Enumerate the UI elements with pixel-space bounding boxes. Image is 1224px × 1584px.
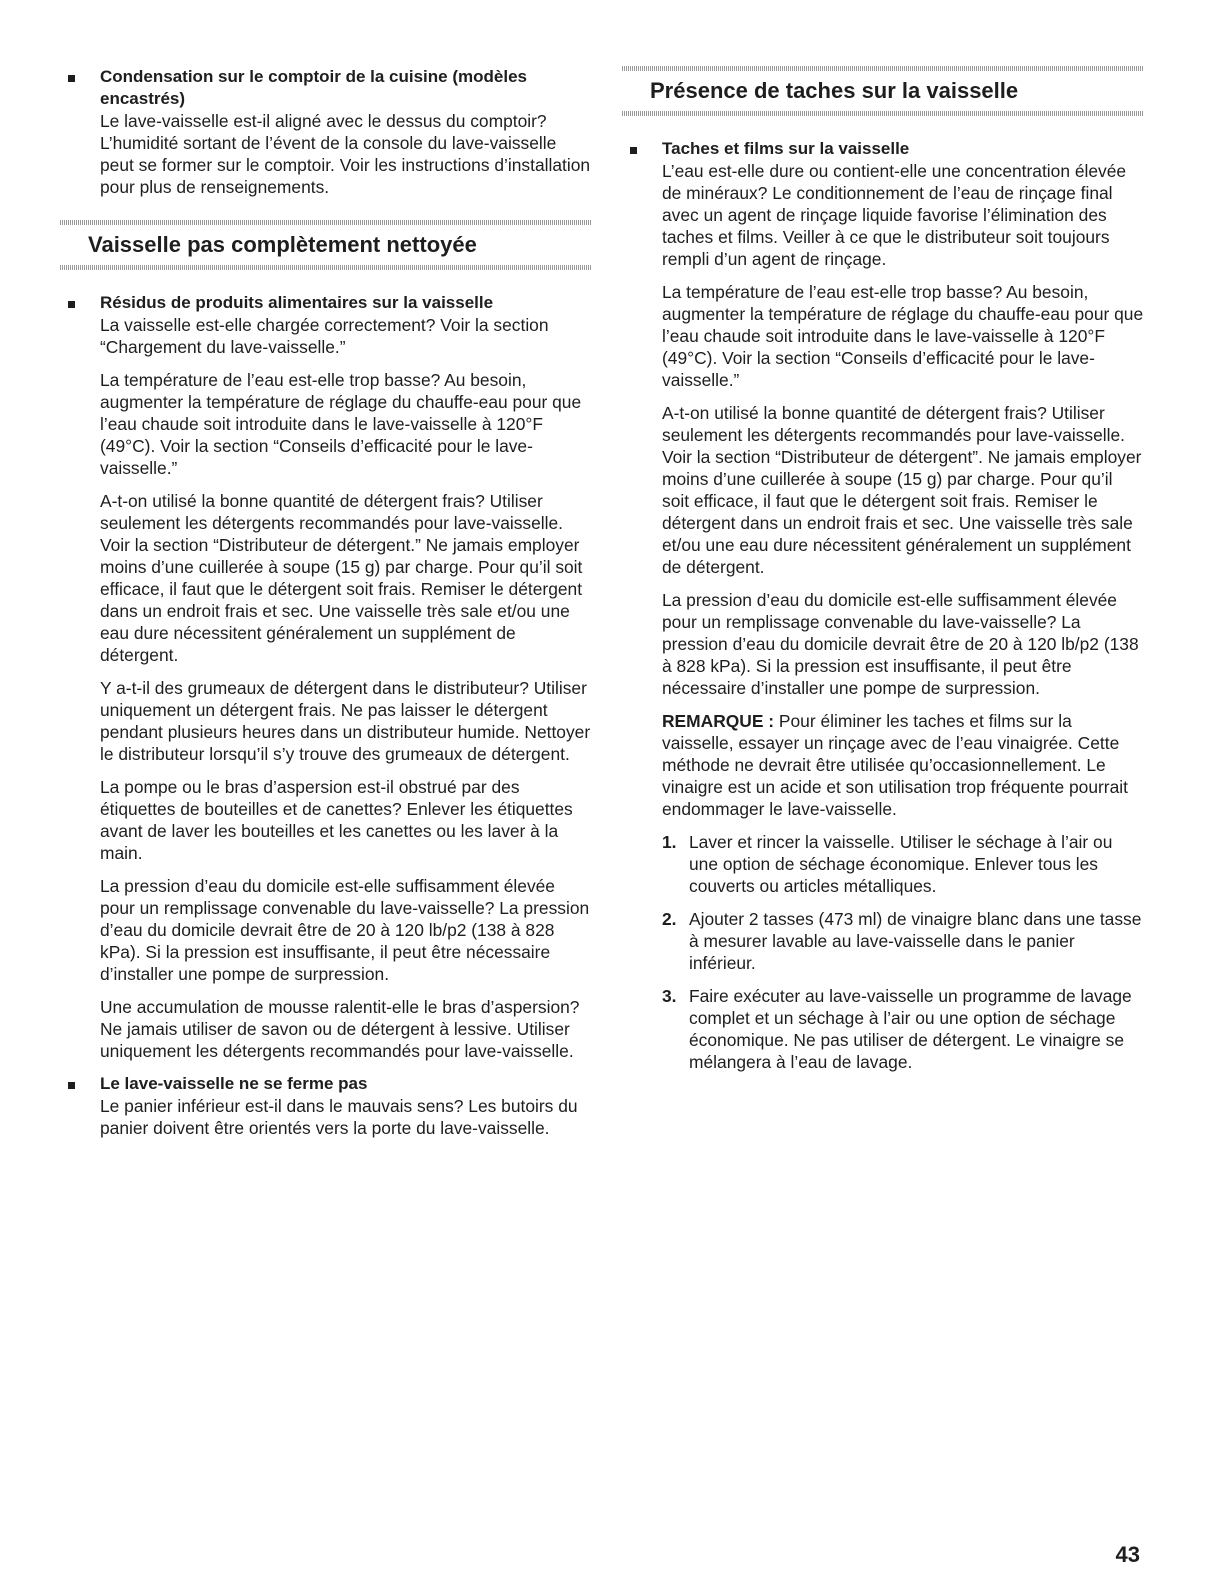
bullet-icon bbox=[68, 75, 75, 82]
paragraph: La pompe ou le bras d’aspersion est-il obstrué par des étiquettes de bouteilles et de canettes? Enlever les étiquettes avant de laver les bouteilles et les canettes ou les laver à la main. bbox=[100, 777, 573, 863]
paragraph: Une accumulation de mousse ralentit-elle le bras d’aspersion? Ne jamais utiliser de savon ou de détergent à lessive. Utiliser uniquement les détergents recommandés pour lave-vaisselle. bbox=[100, 997, 580, 1061]
step-number: 3. bbox=[662, 986, 677, 1006]
step-text: Laver et rincer la vaisselle. Utiliser le séchage à l’air ou une option de séchage économique. Enlever tous les couverts ou articles métalliques. bbox=[689, 832, 1113, 896]
ne-se-ferme-pas-block bbox=[60, 1073, 592, 1139]
remark-paragraph bbox=[662, 710, 1144, 820]
bullet-icon bbox=[630, 147, 637, 154]
section-header-vaisselle-pas-nettoyee bbox=[60, 220, 592, 270]
step-number: 2. bbox=[662, 909, 677, 929]
remark-label: REMARQUE : bbox=[662, 711, 775, 731]
condensation-block bbox=[60, 66, 592, 198]
steps-list bbox=[662, 831, 1144, 1073]
paragraph: L’eau est-elle dure ou contient-elle une concentration élevée de minéraux? Le conditionnement de l’eau de rinçage final avec un agent de rinçage liquide favorise l’élimination des taches et films. Veiller à ce que le distributeur soit toujours rempli d’un agent de rinçage. bbox=[662, 161, 1127, 269]
left-column bbox=[60, 66, 592, 1150]
step-item bbox=[662, 908, 1144, 974]
dotted-rule bbox=[622, 111, 1144, 116]
block-title: Condensation sur le comptoir de la cuisine (modèles encastrés) bbox=[100, 67, 527, 108]
remark-text: Pour éliminer les taches et films sur la vaisselle, essayer un rinçage avec de l’eau vinaigrée. Cette méthode ne devrait être utilisée qu’occasionnellement. Le vinaigre est un acide et son utilisation trop fréquente pourrait endommager le lave-vaisselle. bbox=[662, 711, 1128, 819]
section-header-taches bbox=[622, 66, 1144, 116]
block-title: Taches et films sur la vaisselle bbox=[662, 139, 910, 158]
dotted-rule bbox=[60, 265, 592, 270]
bullet-icon bbox=[68, 301, 75, 308]
bullet-icon bbox=[68, 1082, 75, 1089]
step-number: 1. bbox=[662, 832, 677, 852]
paragraph: Le lave-vaisselle est-il aligné avec le dessus du comptoir? L’humidité sortant de l’évent de la console du lave-vaisselle peut se former sur le comptoir. Voir les instructions d’installation pour plus de renseignements. bbox=[100, 111, 591, 197]
paragraph: La pression d’eau du domicile est-elle suffisamment élevée pour un remplissage convenable du lave-vaisselle? La pression d’eau du domicile devrait être de 20 à 120 lb/p2 (138 à 828 kPa). Si la pression est insuffisante, il peut être nécessaire d’installer une pompe de surpression. bbox=[662, 590, 1139, 698]
section-title: Présence de taches sur la vaisselle bbox=[650, 78, 1019, 103]
page-number: 43 bbox=[1115, 1542, 1140, 1567]
paragraph: La vaisselle est-elle chargée correctement? Voir la section “Chargement du lave-vaisselle.” bbox=[100, 315, 549, 357]
section-title: Vaisselle pas complètement nettoyée bbox=[88, 232, 477, 257]
block-title: Résidus de produits alimentaires sur la vaisselle bbox=[100, 293, 494, 312]
step-text: Ajouter 2 tasses (473 ml) de vinaigre blanc dans une tasse à mesurer lavable au lave-vaisselle dans le panier inférieur. bbox=[689, 909, 1142, 973]
paragraph: Le panier inférieur est-il dans le mauvais sens? Les butoirs du panier doivent être orientés vers la porte du lave-vaisselle. bbox=[100, 1096, 578, 1138]
paragraph: La pression d’eau du domicile est-elle suffisamment élevée pour un remplissage convenable du lave-vaisselle? La pression d’eau du domicile devrait être de 20 à 120 lb/p2 (138 à 828 kPa). Si la pression est insuffisante, il peut être nécessaire d’installer une pompe de surpression. bbox=[100, 876, 590, 984]
paragraph: Y a-t-il des grumeaux de détergent dans le distributeur? Utiliser uniquement un détergent frais. Ne pas laisser le détergent pendant plusieurs heures dans un distributeur humide. Nettoyer le distributeur lorsqu’il s’y trouve des grumeaux de détergent. bbox=[100, 678, 591, 764]
paragraph: La température de l’eau est-elle trop basse? Au besoin, augmenter la température de réglage du chauffe-eau pour que l’eau chaude soit introduite dans le lave-vaisselle à 120°F (49°C). Voir la section “Conseils d’efficacité pour le lave-vaisselle.” bbox=[662, 282, 1144, 390]
step-item bbox=[662, 985, 1144, 1073]
paragraph: A-t-on utilisé la bonne quantité de détergent frais? Utiliser seulement les détergents recommandés pour lave-vaisselle. Voir la section “Distributeur de détergent”. Ne jamais employer moins d’une cuillerée à soupe (15 g) par charge. Pour qu’il soit efficace, il faut que le détergent soit frais. Remiser le détergent dans un endroit frais et sec. Une vaisselle très sale et/ou une eau dure nécessitent généralement un supplément de détergent. bbox=[662, 403, 1142, 577]
block-title: Le lave-vaisselle ne se ferme pas bbox=[100, 1074, 368, 1093]
residus-block bbox=[60, 292, 592, 1062]
step-item bbox=[662, 831, 1144, 897]
right-column bbox=[622, 66, 1144, 1084]
step-text: Faire exécuter au lave-vaisselle un programme de lavage complet et un séchage à l’air ou une option de séchage économique. Ne pas utiliser de détergent. Le vinaigre se mélangera à l’eau de lavage. bbox=[689, 986, 1132, 1072]
paragraph: A-t-on utilisé la bonne quantité de détergent frais? Utiliser seulement les détergents recommandés pour lave-vaisselle. Voir la section “Distributeur de détergent.” Ne jamais employer moins d’une cuillerée à soupe (15 g) par charge. Pour qu’il soit efficace, il faut que le détergent soit frais. Remiser le détergent dans un endroit frais et sec. Une vaisselle très sale et/ou une eau dure nécessitent généralement un supplément de détergent. bbox=[100, 491, 583, 665]
taches-films-block bbox=[622, 138, 1144, 1073]
paragraph: La température de l’eau est-elle trop basse? Au besoin, augmenter la température de réglage du chauffe-eau pour que l’eau chaude soit introduite dans le lave-vaisselle à 120°F (49°C). Voir la section “Conseils d’efficacité pour le lave-vaisselle.” bbox=[100, 370, 582, 478]
